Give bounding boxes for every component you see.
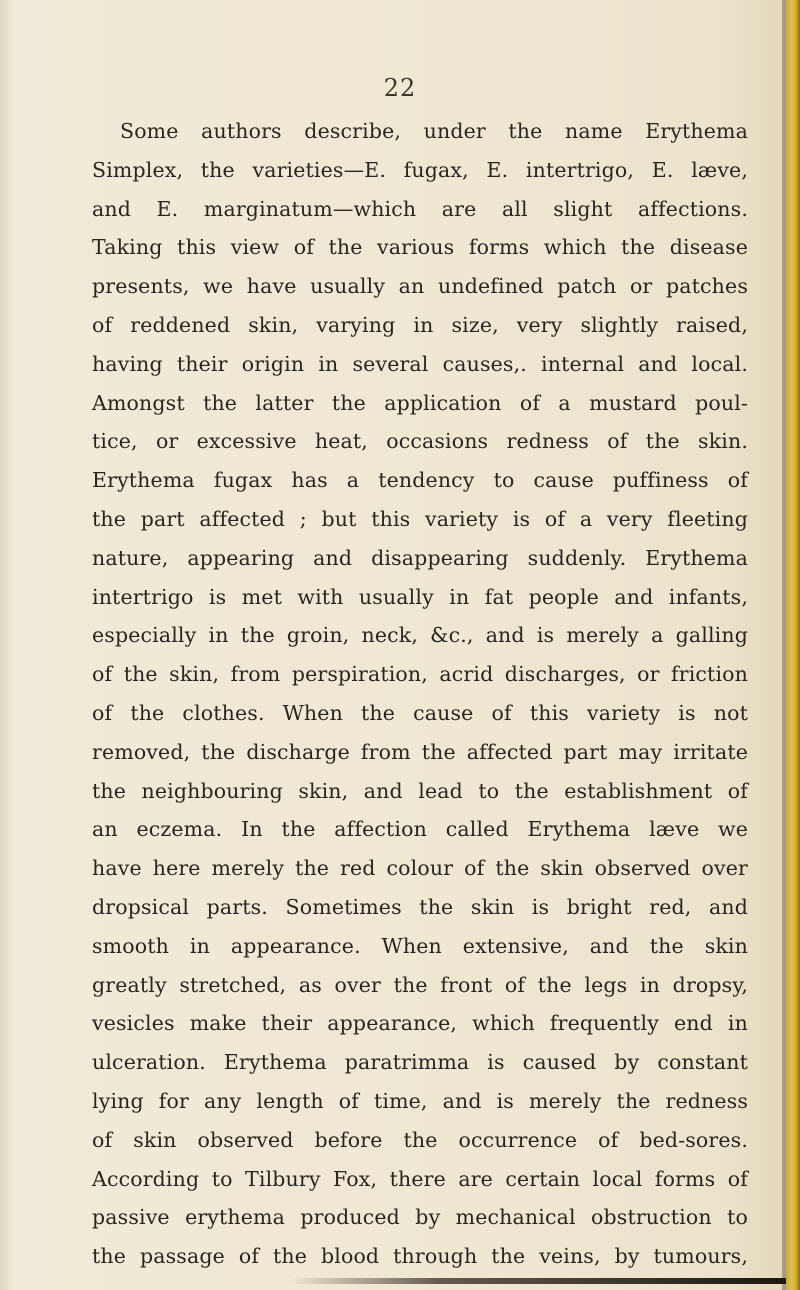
text-line: smooth in appearance. When extensive, and the skin (92, 933, 748, 958)
text-line: presents, we have usually an undefined patch or patches (92, 274, 748, 299)
text-line: Taking this view of the various forms which the disease (92, 235, 748, 260)
text-line: intertrigo is met with usually in fat people and infants, (92, 584, 748, 609)
text-line: According to Tilbury Fox, there are certain local forms of (92, 1166, 748, 1191)
text-line: Erythema fugax has a tendency to cause puffiness of (92, 468, 748, 493)
body-text (92, 112, 748, 1276)
text-line: and E. marginatum—which are all slight affections. (92, 196, 748, 221)
text-line: an eczema. In the affection called Erythema læve we (92, 817, 748, 842)
text-line: ulceration. Erythema paratrimma is caused by constant (92, 1050, 748, 1075)
text-line: greatly stretched, as over the front of the legs in dropsy, (92, 972, 748, 997)
text-line: passive erythema produced by mechanical obstruction to (92, 1205, 748, 1230)
text-line: of skin observed before the occurrence of bed-sores. (92, 1127, 748, 1152)
text-line: have here merely the red colour of the skin observed over (92, 856, 748, 881)
text-line: removed, the discharge from the affected part may irritate (92, 739, 748, 764)
bottom-rule (290, 1278, 786, 1284)
text-line: Amongst the latter the application of a mustard poul- (92, 390, 748, 415)
text-line: especially in the groin, neck, &c., and is merely a galling (92, 623, 748, 648)
text-line: the part affected ; but this variety is of a very fleeting (92, 506, 748, 531)
page-edge (786, 0, 800, 1290)
text-line: nature, appearing and disappearing suddenly. Erythema (92, 545, 748, 570)
text-line: Some authors describe, under the name Erythema (120, 119, 748, 143)
text-line: the passage of the blood through the veins, by tumours, (92, 1244, 748, 1269)
page-number: 22 (383, 74, 417, 102)
text-line: having their origin in several causes,. internal and local. (92, 351, 748, 376)
text-line: of the clothes. When the cause of this variety is not (92, 700, 748, 725)
text-line: of reddened skin, varying in size, very slightly raised, (92, 312, 748, 337)
gutter-shadow (0, 0, 14, 1290)
text-line: Simplex, the varieties—E. fugax, E. intertrigo, E. læve, (92, 157, 748, 182)
text-line: dropsical parts. Sometimes the skin is bright red, and (92, 894, 748, 919)
text-line: tice, or excessive heat, occasions redness of the skin. (92, 429, 748, 454)
text-line: lying for any length of time, and is merely the redness (92, 1088, 748, 1113)
text-line: vesicles make their appearance, which frequently end in (92, 1011, 748, 1036)
text-line: the neighbouring skin, and lead to the establishment of (92, 778, 748, 803)
text-line: of the skin, from perspiration, acrid discharges, or friction (92, 662, 748, 687)
